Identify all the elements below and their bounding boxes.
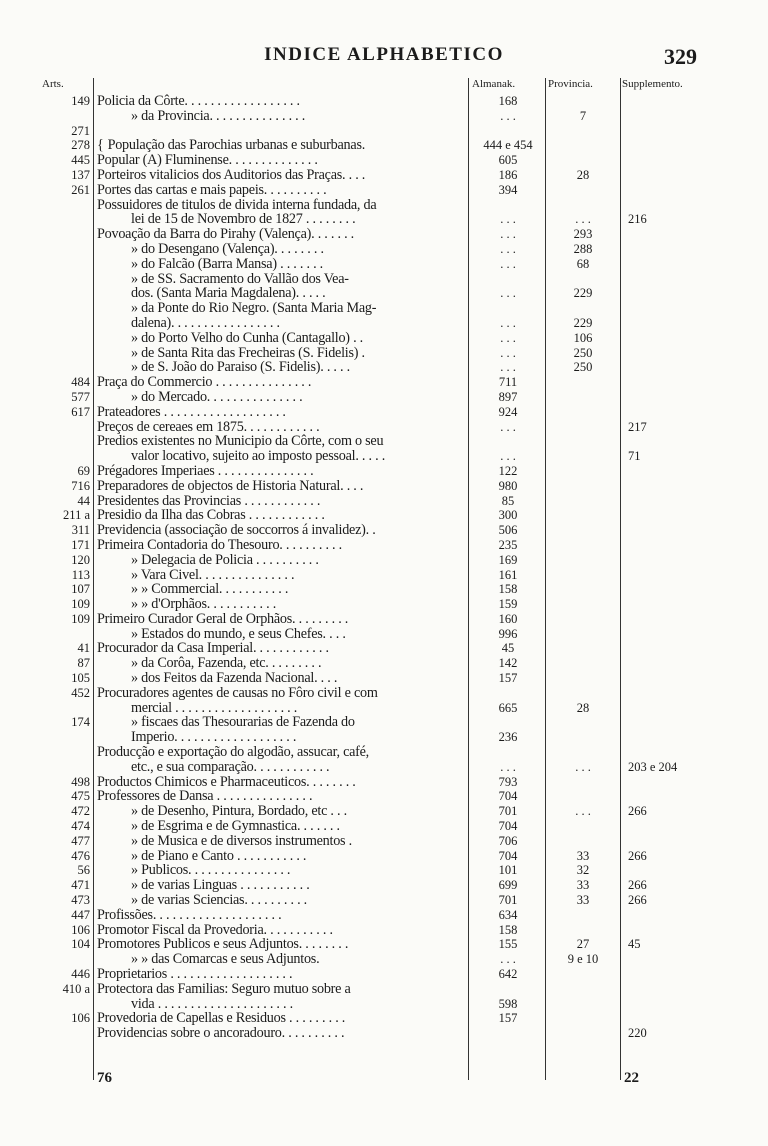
table-row	[0, 94, 768, 109]
art-number: 211 a	[63, 508, 90, 523]
supplemento-page: 266	[628, 848, 647, 863]
table-row	[0, 789, 768, 804]
entry-text: Possuidores de titulos de divida interna fundada, da	[97, 197, 377, 213]
art-number: 261	[71, 182, 90, 197]
entry-text: Promotores Publicos e seus Adjuntos. . . . . . . .	[97, 937, 349, 953]
almanak-page: 157	[498, 1011, 518, 1026]
almanak-page: 996	[498, 626, 518, 641]
entry-text: » do Desengano (Valença). . . . . . . .	[131, 241, 324, 257]
entry-text: dos. (Santa Maria Magdalena). . . . .	[131, 286, 326, 302]
entry-text: Procuradores agentes de causas no Fôro civil e com	[97, 685, 378, 701]
table-row	[0, 479, 768, 494]
almanak-page: 157	[498, 671, 518, 686]
almanak-page: 711	[498, 375, 518, 390]
art-number: 106	[71, 1011, 90, 1026]
table-row	[0, 952, 768, 967]
art-number: 471	[71, 878, 90, 893]
almanak-page: 605	[498, 153, 518, 168]
entry-text: vida . . . . . . . . . . . . . . . . . . . . .	[131, 996, 293, 1012]
table-row	[0, 656, 768, 671]
almanak-page: 169	[498, 552, 518, 567]
almanak-page: 236	[498, 730, 518, 745]
table-row	[0, 893, 768, 908]
table-row	[0, 745, 768, 760]
entry-text: Primeira Contadoria do Thesouro. . . . . . . . . .	[97, 537, 342, 553]
supplemento-page: 266	[628, 878, 647, 893]
table-row	[0, 198, 768, 213]
art-number: 137	[71, 167, 90, 182]
almanak-page: 85	[501, 493, 515, 508]
art-number: 106	[71, 922, 90, 937]
entry-text: Imperio. . . . . . . . . . . . . . . . . . .	[131, 730, 297, 746]
art-number: 477	[71, 833, 90, 848]
provincia-page: 250	[573, 360, 593, 375]
entry-text: Preparadores de objectos de Historia Natural. . . .	[97, 478, 364, 494]
table-row	[0, 701, 768, 716]
entry-text: Protectora das Familias: Seguro mutuo sobre a	[97, 981, 351, 997]
table-row	[0, 331, 768, 346]
entry-text: » da Provincia. . . . . . . . . . . . . . .	[131, 108, 306, 124]
provincia-page: 28	[576, 700, 590, 715]
almanak-page: 159	[498, 597, 518, 612]
entry-text: Prateadores . . . . . . . . . . . . . . . . . . .	[97, 404, 286, 420]
table-row	[0, 568, 768, 583]
table-row	[0, 360, 768, 375]
table-row	[0, 908, 768, 923]
almanak-page: 699	[498, 878, 518, 893]
entry-text: » do Falcão (Barra Mansa) . . . . . . .	[131, 256, 323, 272]
art-number: 87	[77, 656, 90, 671]
almanak-page: 45	[501, 641, 515, 656]
entry-text: » de Piano e Canto . . . . . . . . . . .	[131, 848, 307, 864]
entry-text: etc., e sua comparação. . . . . . . . . . . .	[131, 759, 330, 775]
almanak-page: 394	[498, 182, 518, 197]
entry-text: » de Santa Rita das Frecheiras (S. Fidelis) .	[131, 345, 365, 361]
table-row	[0, 715, 768, 730]
entry-text: Presidio da Ilha das Cobras . . . . . . . . . . . .	[97, 508, 325, 524]
provincia-page: 7	[579, 108, 587, 123]
almanak-page: . . .	[500, 241, 516, 256]
provincia-page: 293	[573, 227, 593, 242]
table-row	[0, 849, 768, 864]
entry-text: » de Esgrima e de Gymnastica. . . . . . .	[131, 819, 340, 834]
provincia-page: . . .	[575, 804, 591, 819]
almanak-page: 634	[498, 907, 518, 922]
table-row	[0, 538, 768, 553]
almanak-page: 897	[498, 389, 518, 404]
art-number: 105	[71, 671, 90, 686]
entry-text: Professores de Dansa . . . . . . . . . . . . . . .	[97, 789, 313, 805]
almanak-page: 142	[498, 656, 518, 671]
entry-text: » da Corôa, Fazenda, etc. . . . . . . . .	[131, 656, 322, 672]
table-row	[0, 612, 768, 627]
table-row	[0, 405, 768, 420]
table-row	[0, 760, 768, 775]
entry-text: » » d'Orphãos. . . . . . . . . . .	[131, 597, 276, 612]
entry-text: lei de 15 de Novembro de 1827 . . . . . . . .	[131, 212, 356, 228]
table-row	[0, 508, 768, 523]
entry-text: { População das Parochias urbanas e suburbanas.	[97, 138, 467, 153]
art-number: 473	[71, 893, 90, 908]
entry-text: Praça do Commercio . . . . . . . . . . . . . . .	[97, 375, 312, 390]
almanak-page: 160	[498, 611, 518, 626]
almanak-page: . . .	[500, 952, 516, 967]
column-header-almanak: Almanak.	[472, 78, 516, 90]
almanak-page: 706	[498, 833, 518, 848]
table-row	[0, 138, 768, 153]
almanak-page: 924	[498, 404, 518, 419]
art-number: 476	[71, 848, 90, 863]
table-row	[0, 582, 768, 597]
almanak-page: 704	[498, 848, 518, 863]
table-row	[0, 183, 768, 198]
entry-text: Predios existentes no Municipio da Côrte, com o seu	[97, 434, 384, 450]
table-row	[0, 272, 768, 287]
provincia-page: 229	[573, 286, 593, 301]
almanak-page: 506	[498, 523, 518, 538]
table-row	[0, 597, 768, 612]
provincia-page: 9 e 10	[567, 952, 599, 967]
table-row	[0, 878, 768, 893]
provincia-page: 106	[573, 330, 593, 345]
almanak-page: 168	[498, 94, 518, 108]
almanak-page: 158	[498, 582, 518, 597]
almanak-page: 980	[498, 478, 518, 493]
entry-text: Producção e exportação do algodão, assucar, café,	[97, 745, 369, 760]
footer-right: 22	[624, 1070, 639, 1086]
entry-text: » do Mercado. . . . . . . . . . . . . . .	[131, 389, 303, 405]
table-row	[0, 923, 768, 938]
table-row	[0, 449, 768, 464]
page-number: 329	[664, 44, 697, 69]
almanak-page: 101	[498, 863, 518, 878]
provincia-page: 33	[576, 848, 590, 863]
table-row	[0, 730, 768, 745]
table-row	[0, 390, 768, 405]
table-row	[0, 257, 768, 272]
almanak-page: 642	[498, 967, 518, 982]
provincia-page: 32	[576, 863, 590, 878]
provincia-page: 68	[576, 256, 590, 271]
entry-text: » Publicos. . . . . . . . . . . . . . . .	[131, 863, 291, 879]
almanak-page: . . .	[500, 330, 516, 345]
almanak-page: . . .	[500, 315, 516, 330]
almanak-page: . . .	[500, 212, 516, 227]
art-number: 446	[71, 967, 90, 982]
table-row	[0, 124, 768, 139]
provincia-page: 28	[576, 167, 590, 182]
almanak-page: 701	[498, 893, 518, 908]
table-row	[0, 523, 768, 538]
table-row	[0, 686, 768, 701]
entry-text: » de SS. Sacramento do Vallão dos Vea-	[131, 271, 349, 287]
art-number: 107	[71, 582, 90, 597]
provincia-page: 33	[576, 878, 590, 893]
entry-text: Prégadores Imperiaes . . . . . . . . . . . . . . .	[97, 463, 314, 479]
art-number: 41	[77, 641, 90, 656]
entry-text: » de varias Sciencias. . . . . . . . . .	[131, 893, 307, 908]
table-row	[0, 375, 768, 390]
art-number: 278	[71, 138, 90, 153]
art-number: 271	[71, 123, 90, 138]
entry-text: » Estados do mundo, e seus Chefes. . . .	[131, 626, 346, 642]
table-row	[0, 494, 768, 509]
entry-text: Portes das cartas e mais papeis. . . . . . . . . .	[97, 182, 327, 198]
table-row	[0, 819, 768, 834]
table-row	[0, 464, 768, 479]
table-row	[0, 109, 768, 124]
column-header-provincia: Provincia.	[548, 78, 593, 90]
index-table	[0, 94, 768, 1041]
almanak-page: . . .	[500, 419, 516, 434]
entry-text: Providencias sobre o ancoradouro. . . . . . . . . .	[97, 1026, 345, 1041]
supplemento-page: 217	[628, 419, 647, 434]
art-number: 452	[71, 685, 90, 700]
supplemento-page: 266	[628, 804, 647, 819]
entry-text: » de Desenho, Pintura, Bordado, etc . . .	[131, 804, 347, 820]
table-row	[0, 420, 768, 435]
table-row	[0, 834, 768, 849]
entry-text: » de S. João do Paraiso (S. Fidelis). . . . .	[131, 360, 350, 376]
entry-text: » Delegacia de Policia . . . . . . . . . .	[131, 552, 319, 568]
entry-text: mercial . . . . . . . . . . . . . . . . . . .	[131, 700, 298, 716]
table-row	[0, 671, 768, 686]
table-row	[0, 1011, 768, 1026]
table-row	[0, 641, 768, 656]
entry-text: » fiscaes das Thesourarias de Fazenda do	[131, 715, 355, 731]
art-number: 410 a	[62, 981, 90, 996]
entry-text: » Vara Civel. . . . . . . . . . . . . . .	[131, 567, 295, 583]
page-title: INDICE ALPHABETICO	[264, 44, 504, 65]
table-row	[0, 553, 768, 568]
art-number: 311	[71, 523, 90, 538]
entry-text: Profissões. . . . . . . . . . . . . . . . . . . .	[97, 907, 282, 923]
entry-text: Promotor Fiscal da Provedoria. . . . . . . . . . .	[97, 922, 333, 938]
provincia-page: 288	[573, 241, 593, 256]
almanak-page: . . .	[500, 108, 516, 123]
entry-text: » de varias Linguas . . . . . . . . . . .	[131, 878, 310, 894]
art-number: 109	[71, 597, 90, 612]
entry-text: » dos Feitos da Fazenda Nacional. . . .	[131, 671, 338, 686]
art-number: 104	[71, 937, 90, 952]
almanak-page: 598	[498, 996, 518, 1011]
art-number: 472	[71, 804, 90, 819]
art-number: 44	[77, 493, 90, 508]
table-row	[0, 301, 768, 316]
entry-text: Productos Chimicos e Pharmaceuticos. . . . . . . .	[97, 774, 356, 790]
supplemento-page: 216	[628, 212, 647, 227]
entry-text: Proprietarios . . . . . . . . . . . . . . . . . . .	[97, 967, 293, 982]
table-row	[0, 242, 768, 257]
entry-text: Porteiros vitalicios dos Auditorios das Praças. . . .	[97, 167, 366, 183]
art-number: 447	[71, 907, 90, 922]
table-row	[0, 346, 768, 361]
supplemento-page: 45	[628, 937, 641, 952]
art-number: 149	[71, 94, 90, 108]
provincia-page: 229	[573, 315, 593, 330]
entry-text: dalena). . . . . . . . . . . . . . . . .	[131, 315, 280, 331]
almanak-page: . . .	[500, 360, 516, 375]
art-number: 475	[71, 789, 90, 804]
supplemento-page: 266	[628, 893, 647, 908]
art-number: 577	[71, 389, 90, 404]
column-header-arts: Arts.	[42, 78, 64, 90]
art-number: 171	[71, 537, 90, 552]
table-row	[0, 982, 768, 997]
almanak-page: 161	[498, 567, 518, 582]
table-row	[0, 775, 768, 790]
provincia-page: 250	[573, 345, 593, 360]
table-row	[0, 863, 768, 878]
almanak-page: 122	[498, 463, 518, 478]
column-header-supplemento: Supplemento.	[622, 78, 683, 90]
entry-text: Primeiro Curador Geral de Orphãos. . . . . . . . .	[97, 611, 349, 627]
almanak-page: . . .	[500, 345, 516, 360]
almanak-page: . . .	[500, 286, 516, 301]
art-number: 716	[71, 478, 90, 493]
entry-text: Popular (A) Fluminense. . . . . . . . . . . . . .	[97, 153, 318, 168]
art-number: 484	[71, 375, 90, 390]
provincia-page: . . .	[575, 759, 591, 774]
art-number: 113	[71, 567, 90, 582]
supplemento-page: 71	[628, 449, 641, 464]
entry-text: Povoação da Barra do Pirahy (Valença). . . . . . .	[97, 227, 354, 242]
entry-text: » da Ponte do Rio Negro. (Santa Maria Mag-	[131, 301, 377, 316]
art-number: 109	[71, 611, 90, 626]
table-row	[0, 434, 768, 449]
entry-text: Previdencia (associação de soccorros á invalidez). .	[97, 523, 376, 538]
provincia-page: . . .	[575, 212, 591, 227]
almanak-page: . . .	[500, 449, 516, 464]
table-row	[0, 804, 768, 819]
almanak-page: 235	[498, 537, 518, 552]
entry-text: » » das Comarcas e seus Adjuntos.	[131, 952, 320, 968]
art-number: 120	[71, 552, 90, 567]
provincia-page: 33	[576, 893, 590, 908]
entry-text: Presidentes das Provincias . . . . . . . . . . . .	[97, 493, 321, 509]
table-row	[0, 997, 768, 1012]
art-number: 69	[77, 463, 90, 478]
art-number: 56	[77, 863, 90, 878]
table-row	[0, 153, 768, 168]
table-row	[0, 1026, 768, 1041]
table-row	[0, 168, 768, 183]
almanak-page: 793	[498, 774, 518, 789]
almanak-page: 155	[498, 937, 518, 952]
entry-text: » » Commercial. . . . . . . . . . .	[131, 582, 289, 598]
almanak-page: 701	[498, 804, 518, 819]
entry-text: valor locativo, sujeito ao imposto pessoal. . . . .	[131, 449, 386, 464]
almanak-page: . . .	[500, 759, 516, 774]
art-number: 474	[71, 819, 90, 834]
art-number: 617	[71, 404, 90, 419]
provincia-page: 27	[576, 937, 590, 952]
entry-text: Provedoria de Capellas e Residuos . . . . . . . . .	[97, 1011, 346, 1027]
table-row	[0, 286, 768, 301]
supplemento-page: 220	[628, 1026, 647, 1041]
almanak-page: 665	[498, 700, 518, 715]
entry-text: Preços de cereaes em 1875. . . . . . . . . . . .	[97, 419, 320, 435]
almanak-page: 444 e 454	[483, 138, 533, 153]
art-number: 498	[71, 774, 90, 789]
table-row	[0, 212, 768, 227]
almanak-page: 704	[498, 819, 518, 834]
entry-text: » de Musica e de diversos instrumentos .	[131, 833, 352, 849]
entry-text: Procurador da Casa Imperial. . . . . . . . . . . .	[97, 641, 329, 657]
art-number: 445	[71, 153, 90, 168]
table-row	[0, 967, 768, 982]
table-row	[0, 316, 768, 331]
almanak-page: 704	[498, 789, 518, 804]
entry-text: » do Porto Velho do Cunha (Cantagallo) . .	[131, 330, 363, 346]
supplemento-page: 203 e 204	[628, 759, 678, 774]
footer-left: 76	[97, 1070, 112, 1086]
art-number: 174	[71, 715, 90, 730]
entry-text: Policia da Côrte. . . . . . . . . . . . . . . . . .	[97, 94, 300, 109]
table-row	[0, 627, 768, 642]
almanak-page: 300	[498, 508, 518, 523]
table-row	[0, 937, 768, 952]
almanak-page: . . .	[500, 256, 516, 271]
almanak-page: . . .	[500, 227, 516, 242]
almanak-page: 186	[498, 167, 518, 182]
table-row	[0, 227, 768, 242]
almanak-page: 158	[498, 922, 518, 937]
